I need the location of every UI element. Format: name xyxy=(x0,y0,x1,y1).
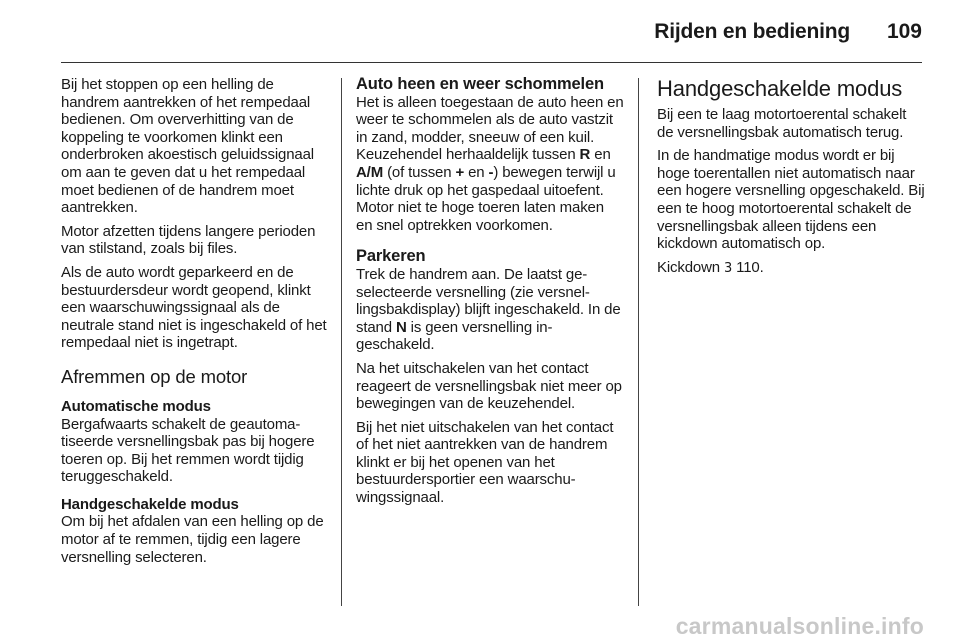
paragraph-parking-warning: Als de auto wordt geparkeerd en de bestuurdersdeur wordt geopend, klinkt een waarschuwingssignaal als de neutrale stand niet is ingeschakeld of het rempedaal niet is ingetrapt. xyxy=(61,263,327,352)
gear-am-label: A/M xyxy=(356,163,384,181)
page-header xyxy=(0,0,960,62)
paragraph-manual-mode: Om bij het afdalen van een helling op de motor af te remmen, tijdig een lagere versnelling selecteren. xyxy=(61,513,324,566)
subheading-manual-mode: Handgeschakelde modus xyxy=(61,495,239,513)
heading-engine-braking: Afremmen op de motor xyxy=(61,365,248,387)
watermark: carmanualsonline.info xyxy=(675,613,924,639)
paragraph-parking: Trek de handrem aan. De laatst geselecteerde versnelling (zie versnellingsbakdisplay) blijft ingeschakeld. In de stand N is geen versnelling ingeschakeld. xyxy=(356,265,621,354)
heading-manual-mode: Handgeschakelde modus xyxy=(657,76,903,101)
plus-label: + xyxy=(455,163,465,181)
paragraph-ignition-off: Na het uitschakelen van het contact reageert de versnellingsbak niet meer op bewegingen van de keuzehendel. xyxy=(356,359,622,413)
heading-rocking-vehicle: Auto heen en weer schommelen xyxy=(356,75,604,93)
paragraph-low-rpm: Bij een te laag motortoerental schakelt de versnellingsbak automatisch terug. xyxy=(657,106,907,141)
page-number: 109 xyxy=(886,20,922,43)
page-reference-icon: 3 xyxy=(724,260,733,276)
header-title: Rijden en bediening xyxy=(654,20,850,43)
gear-r-label: R xyxy=(579,146,591,164)
column-3 xyxy=(657,76,925,283)
column-divider-1 xyxy=(341,78,342,606)
paragraph-automatic-mode: Bergafwaarts schakelt de geautomatiseerde versnellingsbak pas bij hogere toeren op. Bij het remmen wordt tijdig teruggeschakeld. xyxy=(61,415,315,486)
column-divider-2 xyxy=(638,78,639,606)
column-1 xyxy=(61,76,329,572)
column-2 xyxy=(356,76,624,513)
paragraph-engine-off: Motor afzetten tijdens langere perioden van stilstand, zoals bij files. xyxy=(61,222,316,258)
paragraph-door-warning: Bij het niet uitschakelen van het contact of het niet aantrekken van de handrem klinkt er bij het openen van het bestuurdersportier een waarschuwingssignaal. xyxy=(356,418,614,507)
kickdown-reference: Kickdown 3 110. xyxy=(657,258,764,276)
heading-parking: Parkeren xyxy=(356,247,426,266)
subheading-automatic-mode: Automatische modus xyxy=(61,397,211,415)
minus-label: - xyxy=(488,163,494,181)
gear-n-label: N xyxy=(395,318,407,336)
paragraph-rocking-vehicle: Het is alleen toegestaan de auto heen en weer te schommelen als de auto vastzit in zand, modder, sneeuw of een kuil. Keuzehendel herhaaldelijk tussen R en A/M (of tussen + en -) bewegen terwijl u lichte druk op het gaspedaal uitoefent. Motor niet te hoge toeren laten maken en snel optrekken voorkomen. xyxy=(356,93,624,234)
header-rule xyxy=(61,62,922,63)
paragraph-high-rpm: In de handmatige modus wordt er bij hoge toerentallen niet automatisch naar een hogere versnelling opgeschakeld. Bij een te hoog motortoerental schakelt de versnellingsbak alleen tijdens een kickdown automatisch op. xyxy=(657,147,925,253)
paragraph-hill-stop: Bij het stoppen op een helling de handrem aantrekken of het rempedaal bedienen. Om oververhitting van de koppeling te voorkomen klinkt een onderbroken akoestisch geluidssignaal om aan te geven dat u het rempedaal moet bedienen of de handrem moet aantrekken. xyxy=(61,76,314,217)
